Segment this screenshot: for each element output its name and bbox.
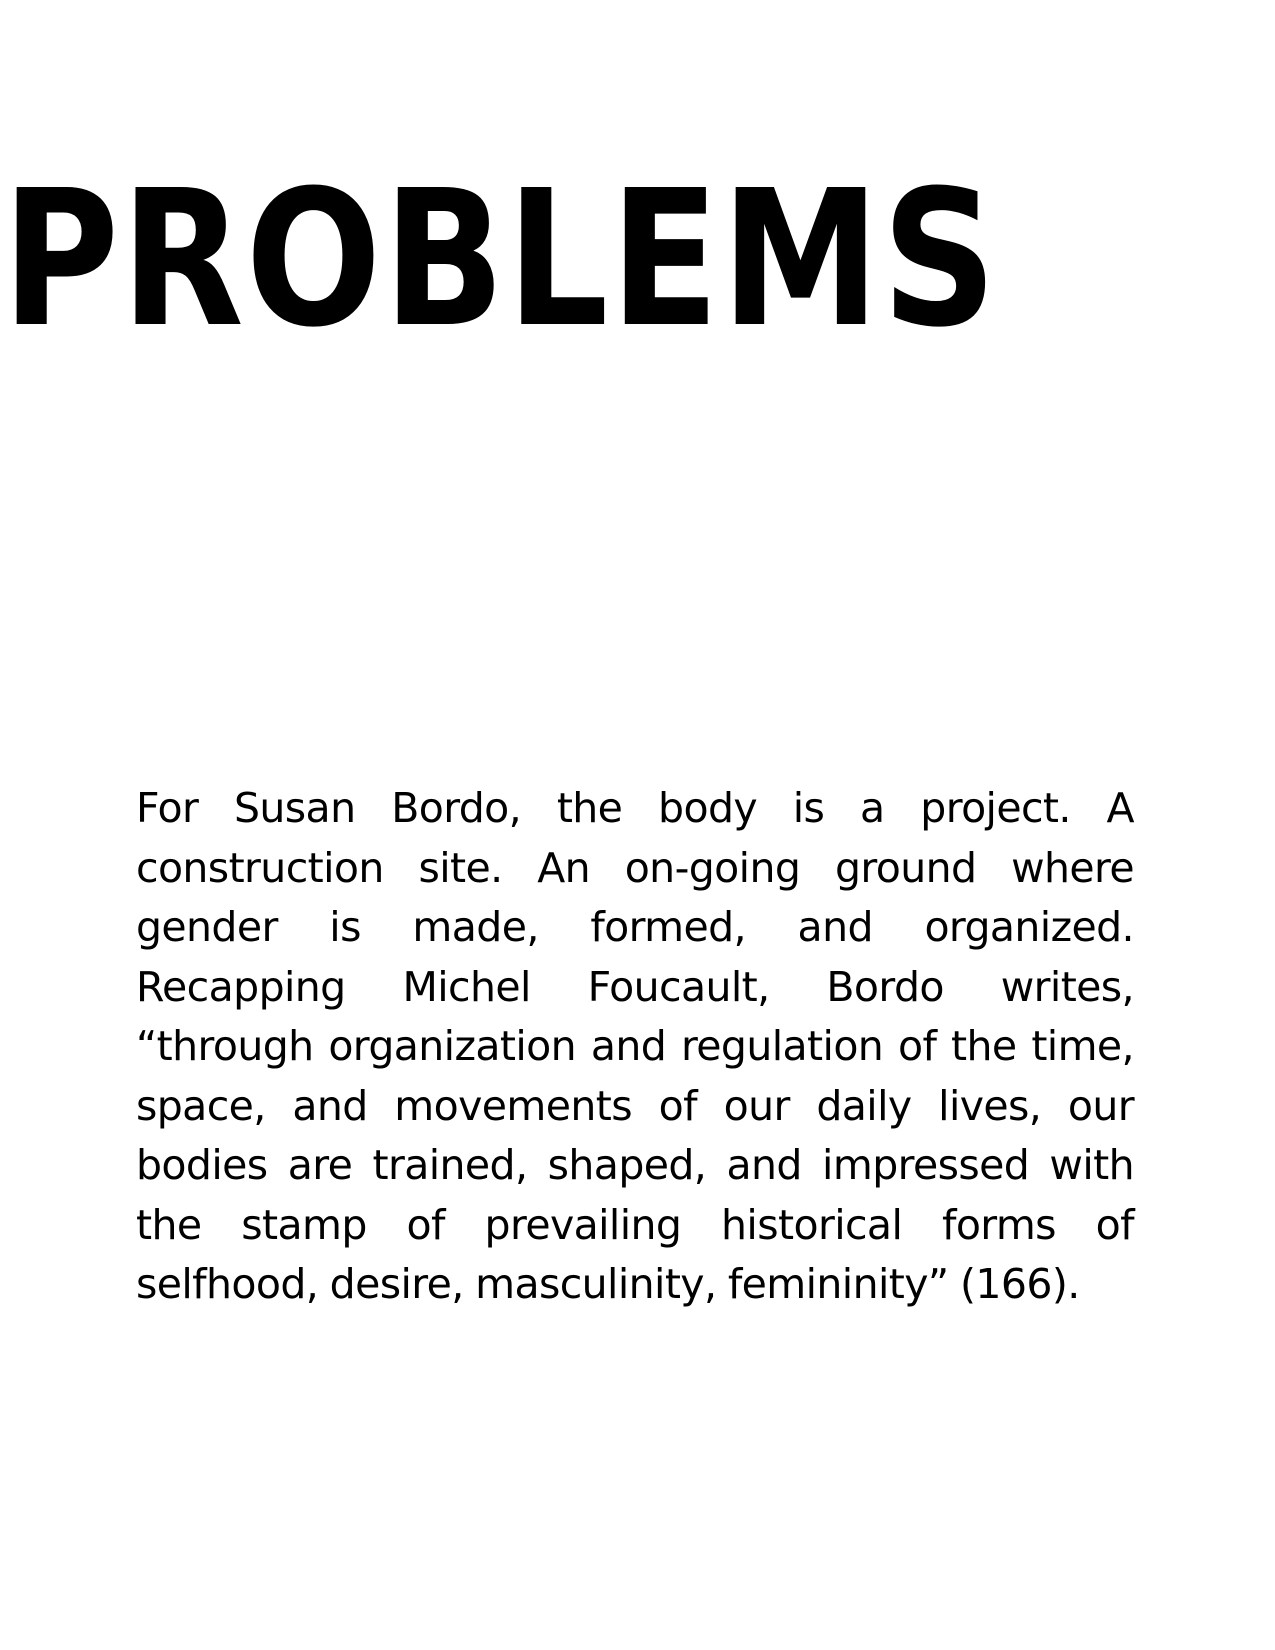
- page-title: PROBLEMS: [2, 150, 999, 369]
- body-paragraph: For Susan Bordo, the body is a project. A construction site. An on-going ground where gender is made, formed, and organized. Recapping Michel Foucault, Bordo writes, “through organization and regulation of the time, space, and movements of our daily lives, our bodies are trained, shaped, and impressed with the stamp of prevailing historical forms of selfhood, desire, masculinity, femininity” (166).: [136, 784, 1134, 1308]
